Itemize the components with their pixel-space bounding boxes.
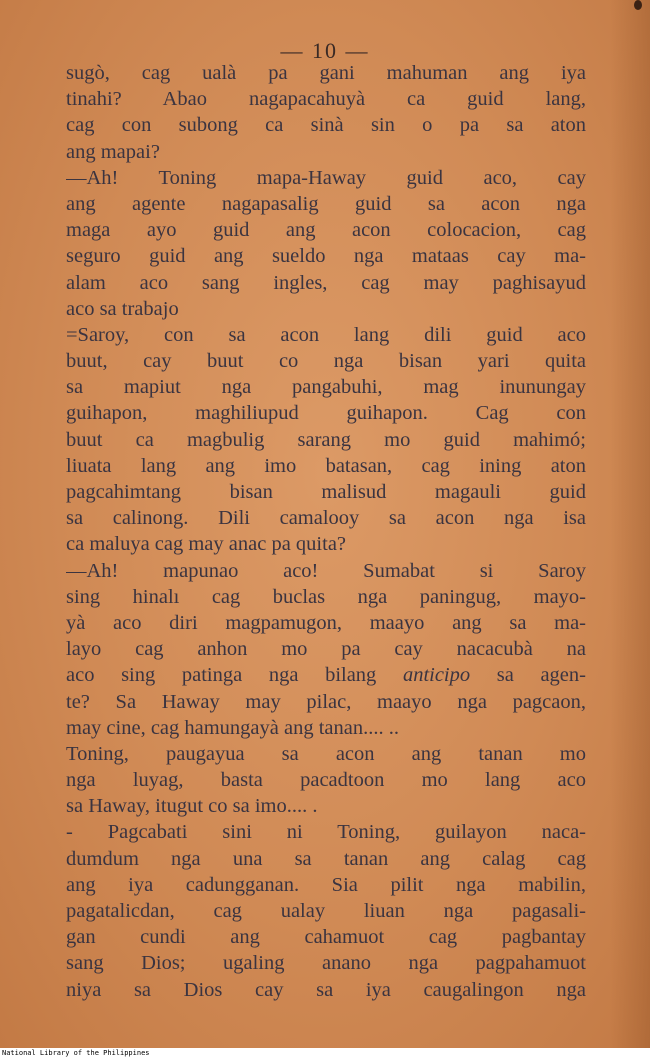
text-line-continuation: sa agen- — [470, 664, 586, 687]
text-line — [66, 872, 586, 898]
text-line-content: aco sa trabajo — [66, 297, 179, 320]
ink-spot — [634, 0, 642, 10]
text-line — [66, 191, 586, 217]
text-line — [66, 479, 586, 505]
text-line-content: ca maluya cag may anac pa quita? — [66, 533, 347, 556]
text-line — [66, 112, 586, 138]
text-line — [66, 584, 586, 610]
text-line — [66, 374, 586, 400]
text-line — [66, 767, 586, 793]
text-line-content: sa Haway, itugut co sa imo.... . — [66, 795, 318, 818]
text-line — [66, 950, 586, 976]
text-line — [66, 86, 586, 112]
text-line — [66, 610, 586, 636]
text-line — [66, 819, 586, 845]
text-line — [66, 348, 586, 374]
text-line-content: =Saroy, con sa acon lang dili guid aco — [66, 323, 586, 346]
text-line — [66, 531, 586, 557]
text-line-content: tinahi? Abao nagapacahuyà ca guid lang, — [66, 88, 586, 111]
text-line — [66, 924, 586, 950]
text-line-content: layo cag anhon mo pa cay nacacubà na — [66, 638, 586, 661]
text-line — [66, 453, 586, 479]
text-line-content: maga ayo guid ang acon colocacion, cag — [66, 219, 586, 242]
text-line — [66, 270, 586, 296]
text-line — [66, 139, 586, 165]
text-line-content: nga luyag, basta pacadtoon mo lang aco — [66, 769, 586, 792]
italic-word: anticipo — [402, 664, 471, 687]
text-line — [66, 296, 586, 322]
text-line-content: sa mapiut nga pangabuhi, mag inunungay — [66, 376, 586, 399]
text-line-content: sang Dios; ugaling anano nga pagpahamuot — [66, 952, 586, 975]
text-line-content: pagcahimtang bisan malisud magauli guid — [66, 481, 586, 503]
text-line-content: —Ah! Toning mapa-Haway guid aco, cay — [66, 166, 586, 189]
text-line — [66, 898, 586, 924]
text-line — [66, 243, 586, 269]
text-line-content: ang agente nagapasalig guid sa acon nga — [66, 192, 586, 215]
text-line-content: dumdum nga una sa tanan ang calag cag — [66, 847, 586, 870]
body-text — [66, 60, 586, 1003]
text-line-content: pagatalicdan, cag ualay liuan nga pagasali- — [66, 900, 586, 922]
text-line-content: sa calinong. Dili camalooy sa acon nga isa — [66, 507, 586, 530]
text-line-content: ang iya cadungganan. Sia pilit nga mabilin, — [66, 873, 586, 896]
text-line-content: seguro guid ang sueldo nga mataas cay ma- — [66, 245, 586, 268]
text-line-content: te? Sa Haway may pilac, maayo nga pagcaon, — [66, 690, 586, 713]
page-number: — 10 — — [280, 38, 370, 63]
text-line-content: Toning, paugayua sa acon ang tanan mo — [66, 742, 586, 765]
text-line-content: —Ah! mapunao aco! Sumabat si Saroy — [66, 559, 586, 582]
text-line — [66, 977, 586, 1003]
text-line — [66, 558, 586, 584]
text-line-content: may cine, cag hamungayà ang tanan.... .. — [66, 716, 399, 739]
library-credit: National Library of the Philippines — [2, 1049, 150, 1057]
text-line-content: aco sing patinga nga bilang — [66, 664, 403, 687]
text-line-content: ang mapai? — [66, 140, 160, 163]
text-line — [66, 505, 586, 531]
text-line-content: - Pagcabati sini ni Toning, guilayon naca- — [66, 821, 586, 844]
page-edge-shadow — [610, 0, 650, 1048]
text-line-content: niya sa Dios cay sa iya caugalingon nga — [66, 978, 586, 1001]
text-line — [66, 400, 586, 426]
text-line — [66, 662, 586, 688]
text-line — [66, 793, 586, 819]
text-line-content: cag con subong ca sinà sin o pa sa aton — [66, 114, 586, 137]
text-line — [66, 217, 586, 243]
text-line-content: sugò, cag ualà pa gani mahuman ang iya — [66, 62, 586, 84]
text-line-content: yà aco diri magpamugon, maayo ang sa ma- — [66, 611, 586, 634]
text-line — [66, 741, 586, 767]
text-line-content: liuata lang ang imo batasan, cag ining aton — [66, 454, 586, 477]
text-line-content: gan cundi ang cahamuot cag pagbantay — [66, 926, 586, 949]
text-line-content: buut, cay buut co nga bisan yari quita — [66, 350, 586, 373]
text-line — [66, 165, 586, 191]
text-line — [66, 846, 586, 872]
text-line — [66, 689, 586, 715]
text-line-content: guihapon, maghiliupud guihapon. Cag con — [66, 402, 586, 425]
text-line-content: sing hinalı cag buclas nga paningug, mayo- — [66, 585, 586, 608]
text-line — [66, 427, 586, 453]
text-line — [66, 715, 586, 741]
text-line — [66, 60, 586, 86]
text-line-content: alam aco sang ingles, cag may paghisayud — [66, 271, 586, 294]
text-line — [66, 322, 586, 348]
text-line — [66, 636, 586, 662]
text-line-content: buut ca magbulig sarang mo guid mahimó; — [66, 428, 586, 451]
